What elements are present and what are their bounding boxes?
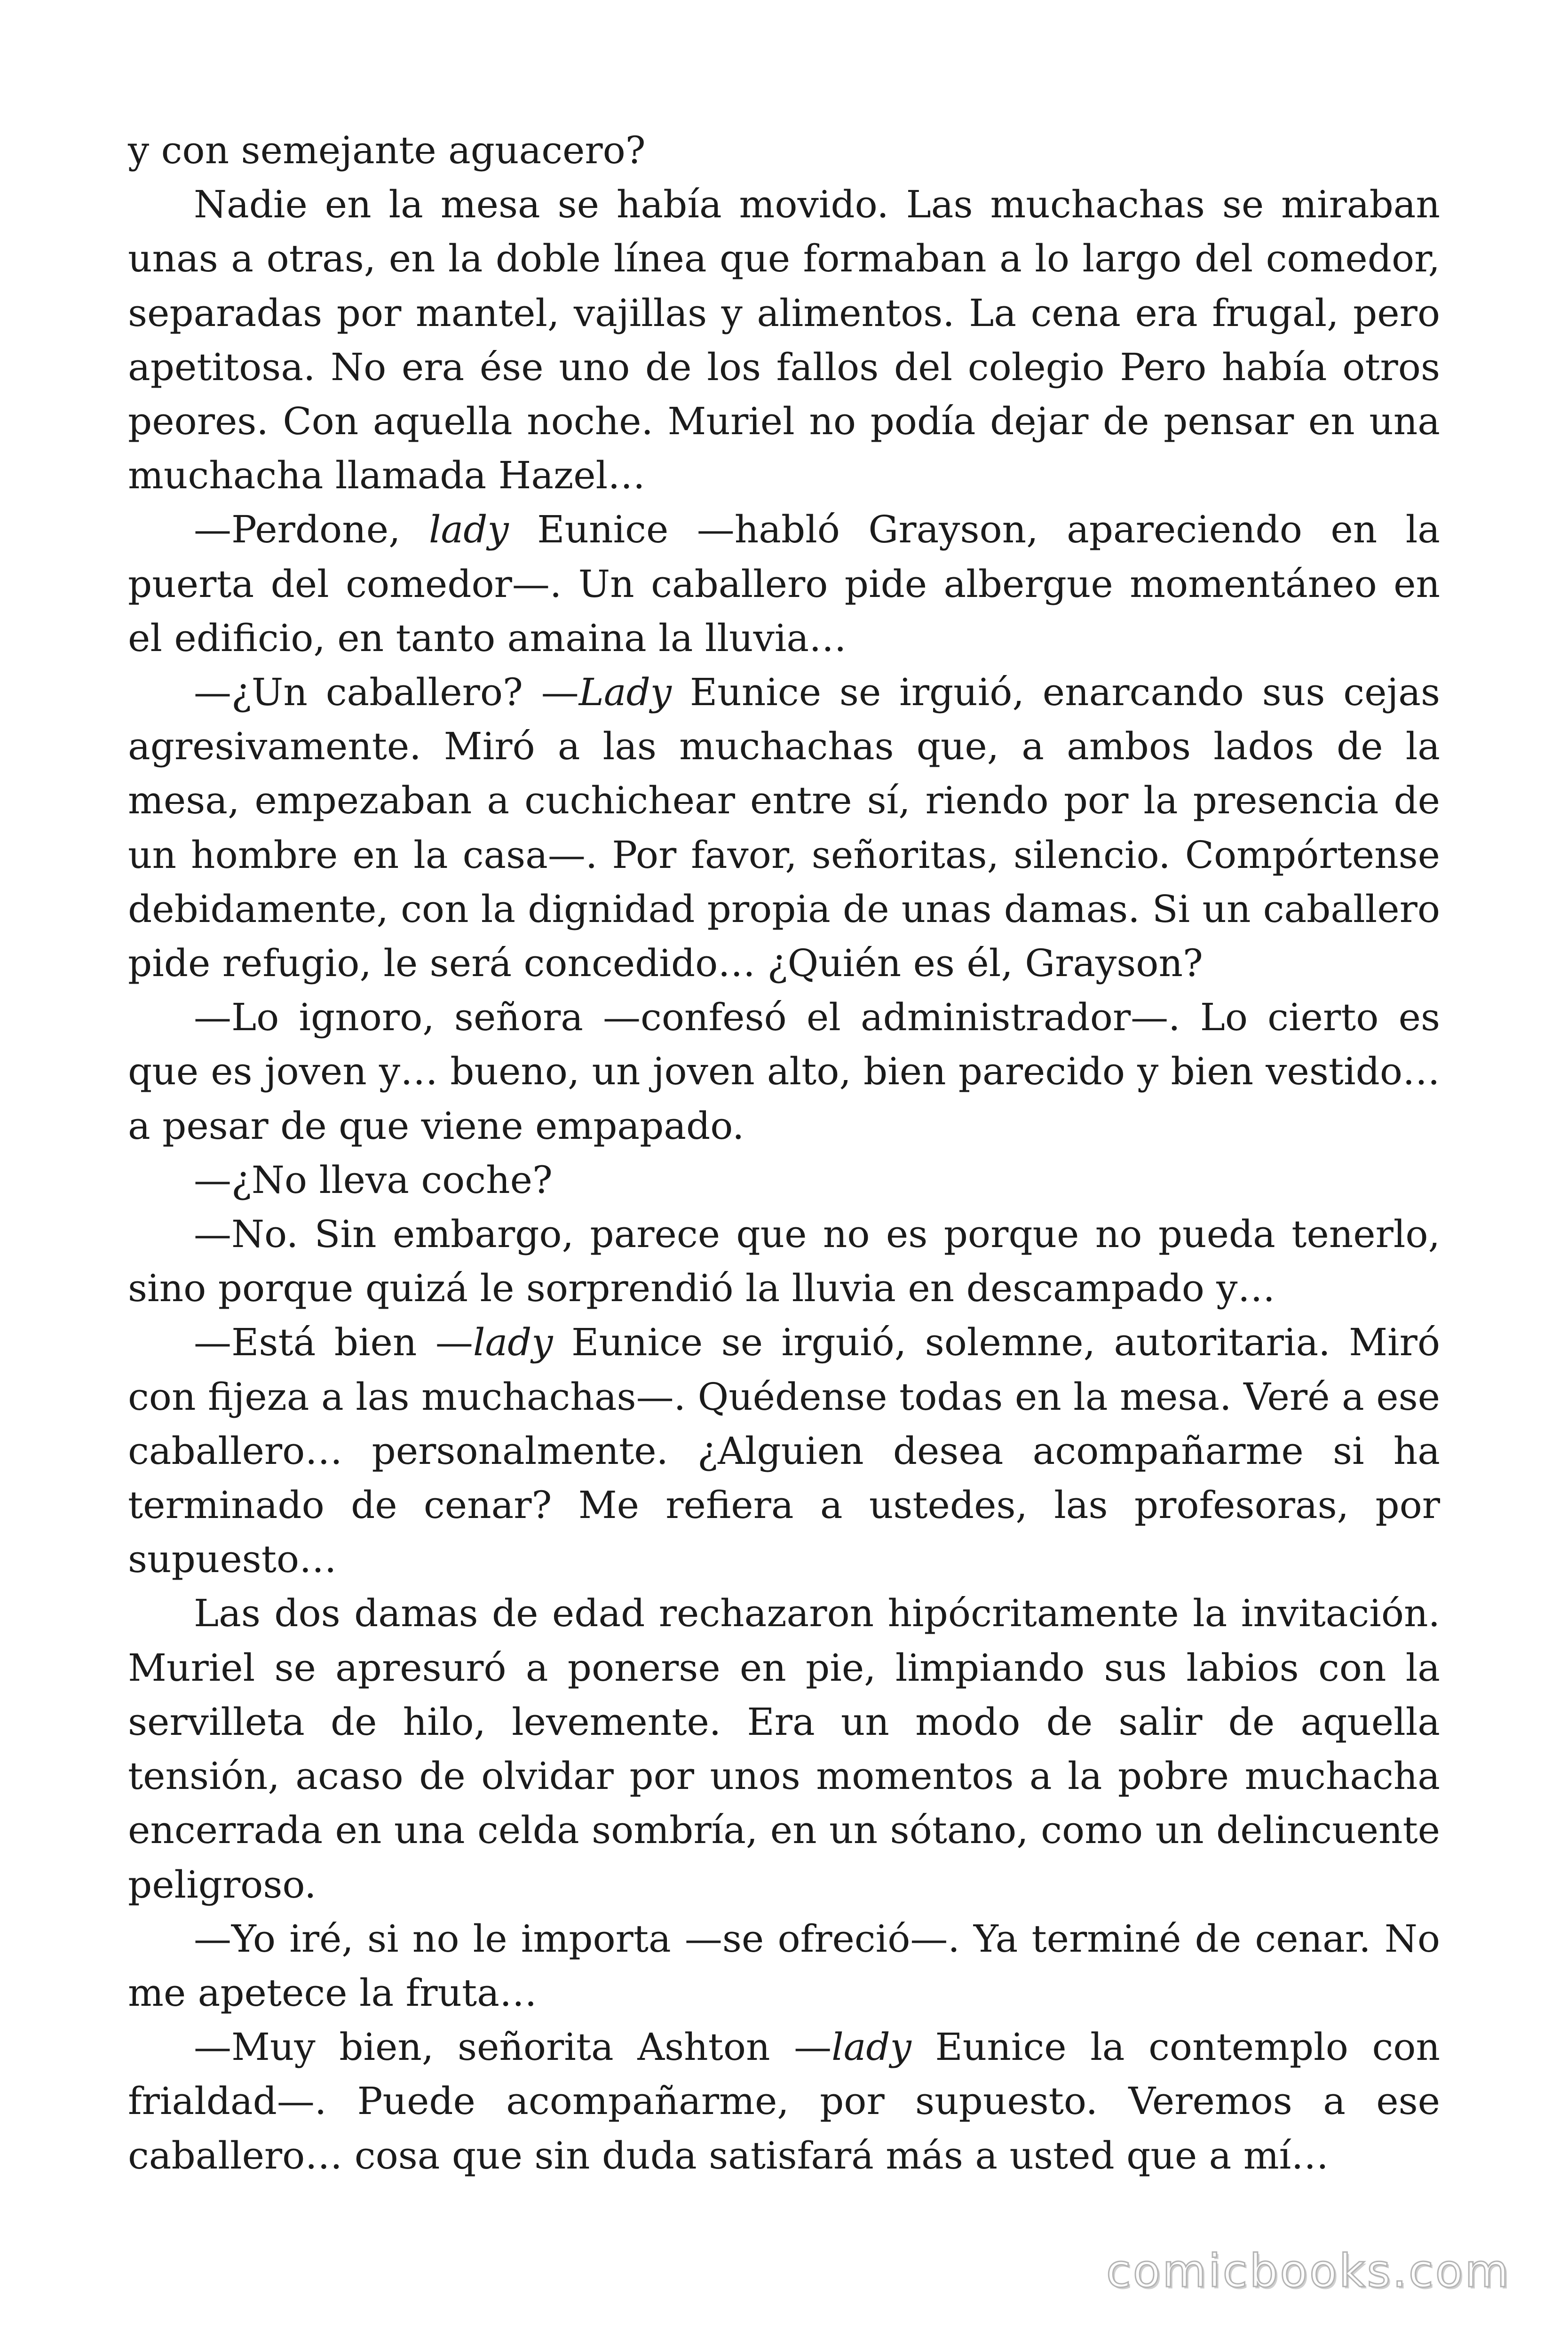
paragraph-10	[128, 1912, 1440, 2020]
paragraph-8	[128, 1315, 1440, 1586]
italic-word: Lady	[578, 670, 672, 715]
text-run: —Lo ignoro, señora —confesó el administrador—. Lo cierto es que es joven y… bueno, un joven alto, bien parecido y bien vestido… a pesar de que viene empapado.	[128, 995, 1440, 1148]
paragraph-3	[128, 502, 1440, 665]
text-run: —No. Sin embargo, parece que no es porque no pueda tenerlo, sino porque quizá le sorprendió la lluvia en descampado y…	[128, 1212, 1440, 1311]
paragraph-1	[128, 123, 1440, 177]
text-run: —Muy bien, señorita Ashton —	[194, 2025, 832, 2069]
paragraph-11	[128, 2020, 1440, 2183]
paragraph-9	[128, 1586, 1440, 1911]
text-run: Las dos damas de edad rechazaron hipócritamente la invitación. Muriel se apresuró a ponerse en pie, limpiando sus labios con la servilleta de hilo, levemente. Era un modo de salir de aquella tensión, acaso de olvidar por unos momentos a la pobre muchacha encerrada en una celda sombría, en un sótano, como un delincuente peligroso.	[128, 1591, 1440, 1907]
italic-word: lady	[832, 2025, 911, 2069]
paragraph-6	[128, 1153, 1440, 1207]
italic-word: lady	[428, 508, 509, 552]
body-text	[128, 123, 1440, 2183]
text-run: Eunice —habló Grayson, apareciendo en la puerta del comedor—. Un caballero pide albergue momentáneo en el edificio, en tanto amaina la lluvia…	[128, 508, 1441, 660]
text-run: Eunice se irguió, enarcando sus cejas agresivamente. Miró a las muchachas que, a ambos lados de la mesa, empezaban a cuchichear entre sí, riendo por la presencia de un hombre en la casa—. Por favor, señoritas, silencio. Compórtense debidamente, con la dignidad propia de unas damas. Si un caballero pide refugio, le será concedido… ¿Quién es él, Grayson?	[128, 670, 1440, 985]
paragraph-7	[128, 1207, 1440, 1315]
text-run: —Está bien —	[194, 1320, 473, 1365]
paragraph-5	[128, 990, 1440, 1153]
paragraph-4	[128, 665, 1440, 990]
text-run: —Yo iré, si no le importa —se ofreció—. Ya terminé de cenar. No me apetece la fruta…	[128, 1916, 1440, 2015]
text-run: y con semejante aguacero?	[128, 128, 646, 172]
text-run: —¿Un caballero? —	[194, 670, 579, 715]
text-run: Nadie en la mesa se había movido. Las muchachas se miraban unas a otras, en la doble línea que formaban a lo largo del comedor, separadas por mantel, vajillas y alimentos. La cena era frugal, pero apetitosa. No era ése uno de los fallos del colegio Pero había otros peores. Con aquella noche. Muriel no podía dejar de pensar en una muchacha llamada Hazel…	[128, 183, 1440, 498]
italic-word: lady	[473, 1320, 553, 1365]
watermark-text: comicbooks.com	[1106, 2245, 1511, 2297]
text-run: Eunice se irguió, solemne, autoritaria. Miró con fijeza a las muchachas—. Quédense todas en la mesa. Veré a ese caballero… personalmente. ¿Alguien desea acompañarme si ha terminado de cenar? Me refiera a ustedes, las profesoras, por supuesto…	[128, 1320, 1440, 1581]
text-run: Eunice la contemplo con frialdad—. Puede acompañarme, por supuesto. Veremos a ese caballero… cosa que sin duda satisfará más a usted que a mí…	[128, 2025, 1440, 2177]
text-run: —¿No lleva coche?	[194, 1158, 553, 1202]
text-run: —Perdone,	[194, 508, 429, 552]
paragraph-2	[128, 177, 1440, 502]
